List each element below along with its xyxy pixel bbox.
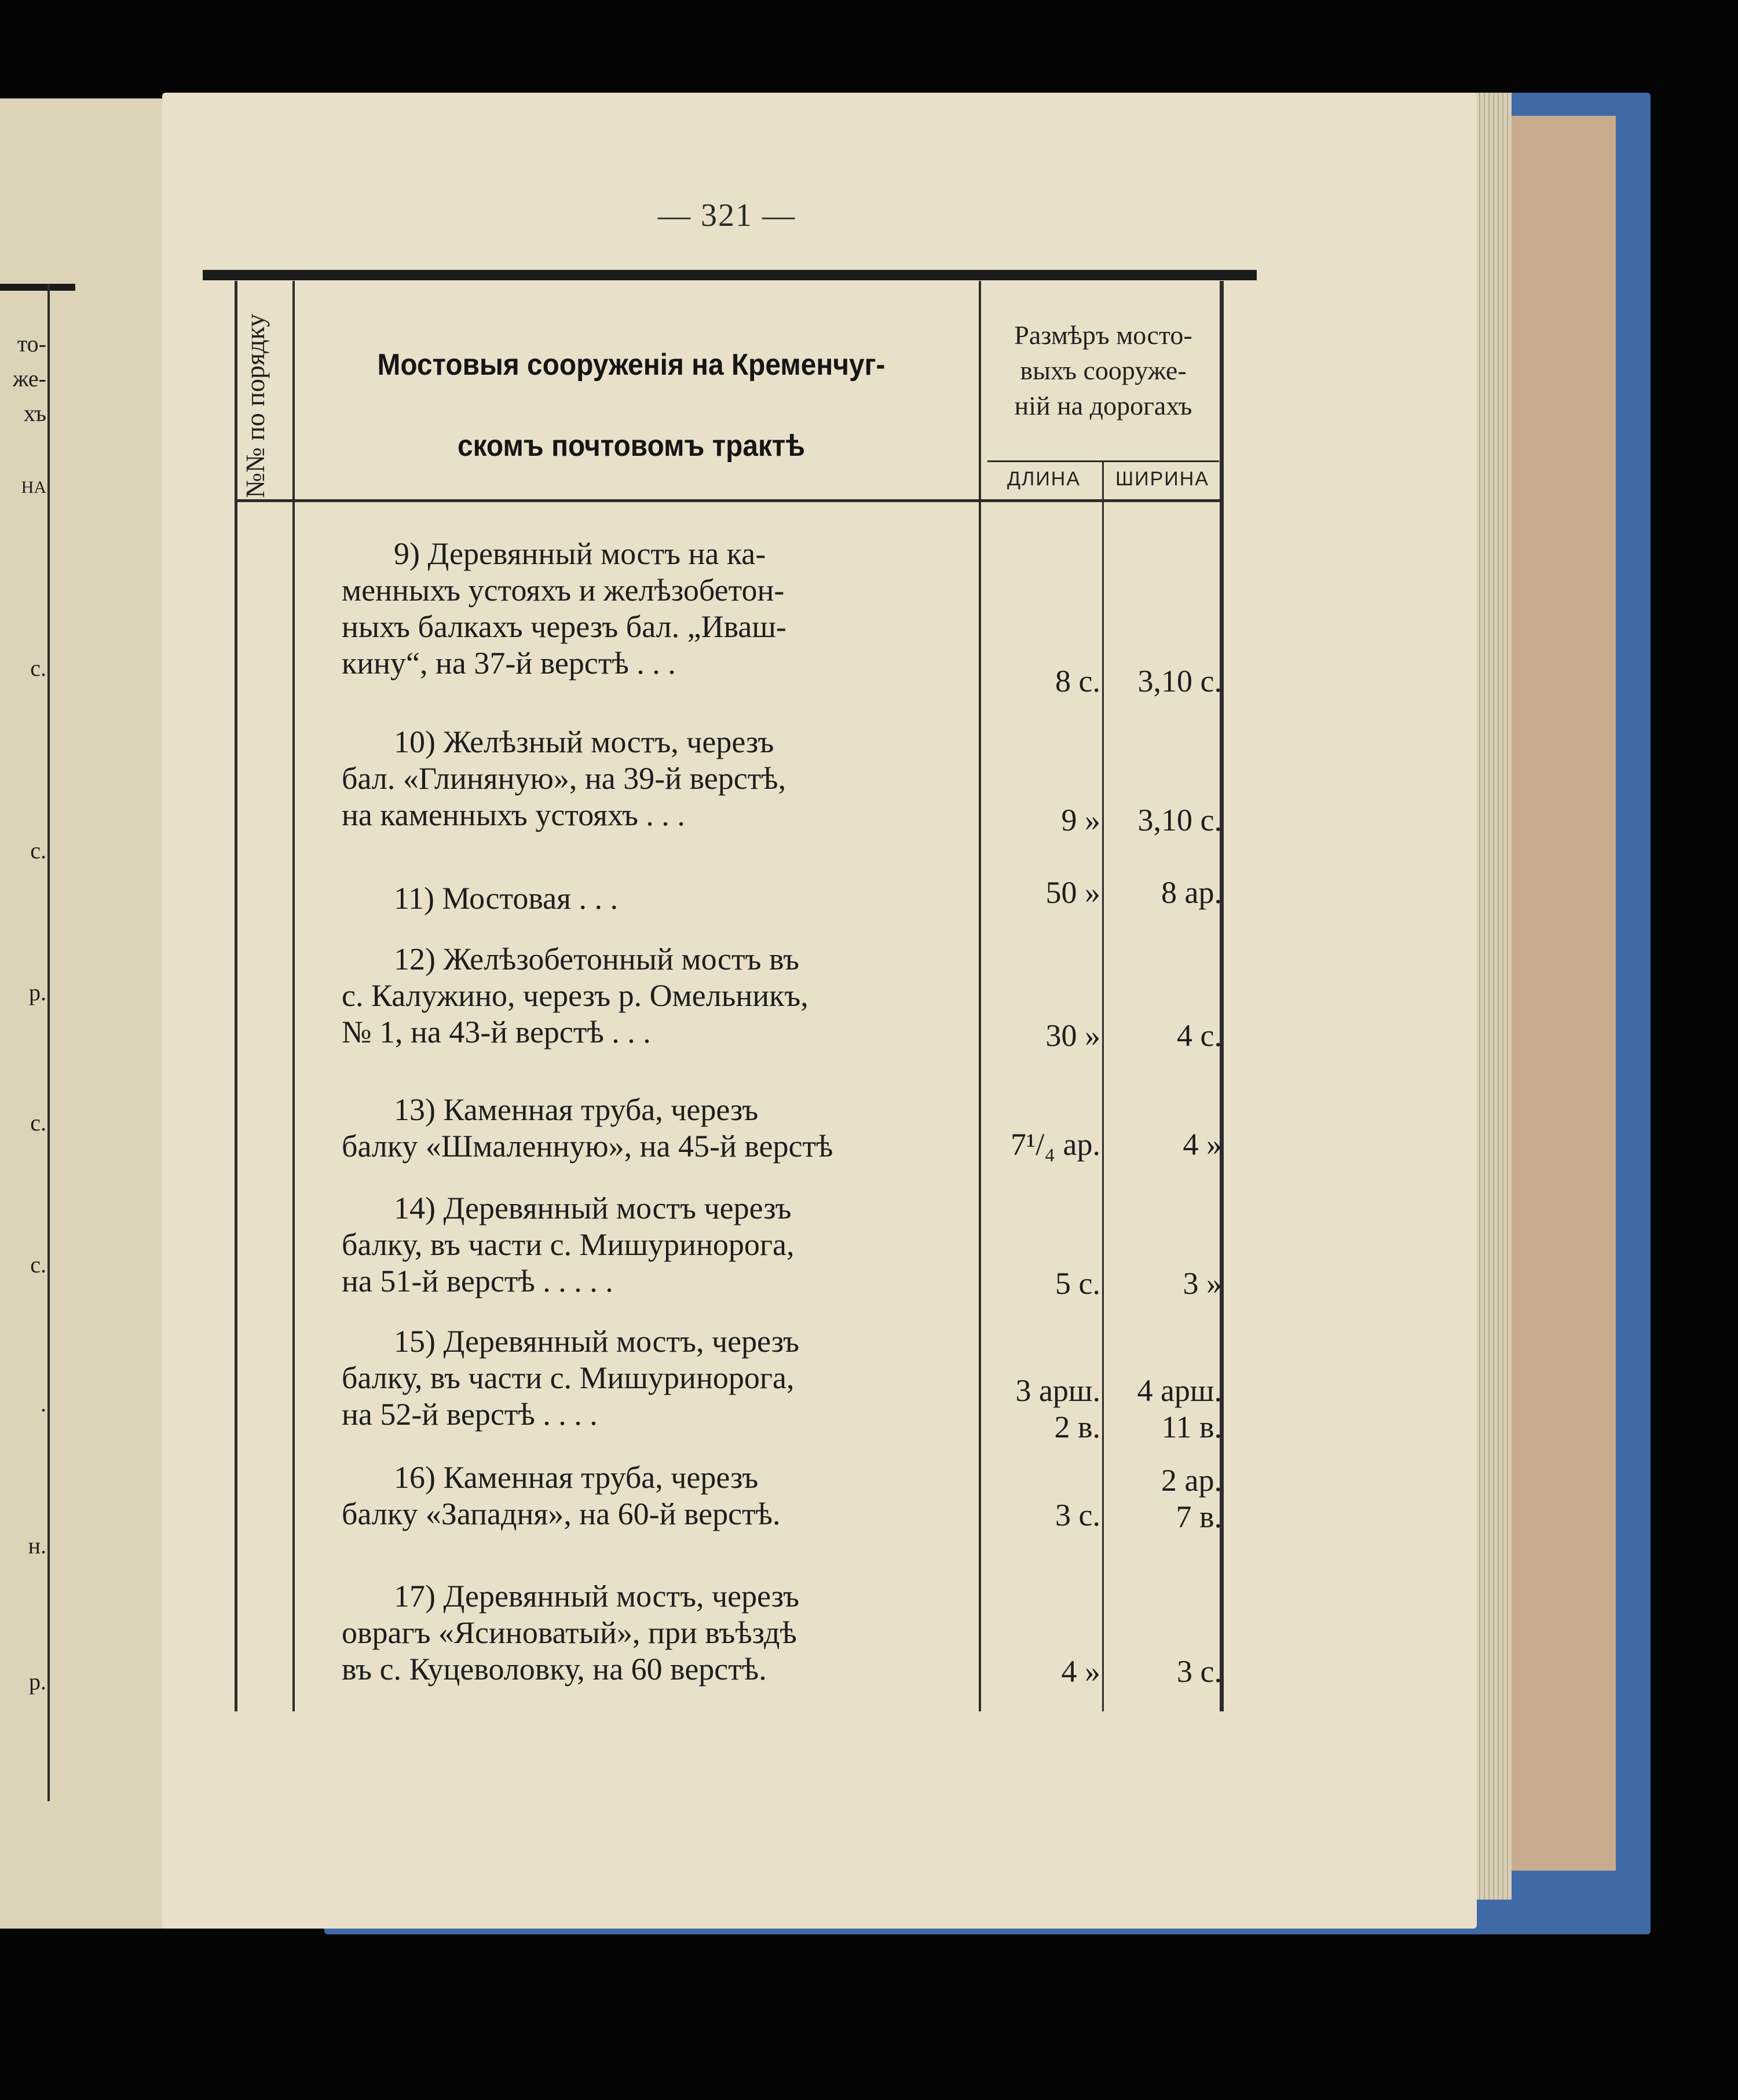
size-column-header [985, 317, 1222, 422]
table-row-description: 13) Каменная труба, черезъ балку «Шмаленную», на 45-й верстѣ [342, 1092, 833, 1164]
size-header-line: выхъ сооруже- [1020, 356, 1187, 385]
table-title-line: скомъ почтовомъ трактѣ [458, 429, 805, 463]
length-header: ДЛИНА [1007, 468, 1081, 490]
facing-page-rule [0, 284, 75, 291]
facing-page [0, 98, 174, 1929]
facing-page-fragment: р. [29, 1669, 46, 1695]
table-row-description: 16) Каменная труба, черезъ балку «Западня», на 60-й верстѣ. [342, 1460, 781, 1531]
row-width-value: 2 ар. 7 в. [1161, 1463, 1222, 1534]
page-edges [1471, 93, 1512, 1900]
size-header-line: Размѣръ мосто- [1014, 320, 1192, 350]
table-title [328, 324, 935, 475]
size-header-line: ній на дорогахъ [1014, 391, 1192, 420]
row-length-value: 4 » [1061, 1654, 1100, 1689]
facing-page-fragment: НА [21, 478, 46, 497]
table-row-description: 9) Деревянный мостъ на ка- менныхъ устояхъ и желѣзобетон- ныхъ балкахъ черезъ бал. „Иваш- кину“, на 37-й верстѣ . . . [342, 536, 786, 681]
row-width-value: 3,10 с. [1137, 803, 1222, 837]
row-width-value: 3 с. [1177, 1654, 1222, 1689]
facing-page-fragment: же- [12, 365, 46, 392]
facing-page-column-line [47, 284, 50, 1801]
number-column-line [292, 281, 295, 1711]
row-length-value: 50 » [1045, 875, 1100, 910]
table-row-description: 11) Мостовая . . . [394, 881, 618, 916]
facing-page-fragment: хъ [23, 400, 46, 426]
row-length-value: 3 с. [1055, 1498, 1100, 1532]
row-width-value: 4 арш. 11 в. [1137, 1373, 1222, 1444]
description-column-line [979, 281, 981, 1711]
row-length-value: 30 » [1045, 1018, 1100, 1053]
row-width-value: 4 с. [1177, 1018, 1222, 1053]
row-length-value: 3 арш. 2 в. [1015, 1373, 1100, 1444]
table-title-line: Мостовыя сооруженія на Кременчуг- [377, 348, 886, 382]
table-row-description: 14) Деревянный мостъ черезъ балку, въ части с. Мишуринорога, на 51-й верстѣ . . . . . [342, 1191, 795, 1298]
facing-page-fragment: н. [28, 1532, 46, 1558]
facing-page-fragment: . [41, 1391, 46, 1417]
facing-page-fragment: р. [29, 979, 46, 1005]
table-row-description: 17) Деревянный мостъ, черезъ оврагъ «Ясиноватый», при въѣздѣ въ с. Куцеволовку, на 60 верстѣ. [342, 1579, 800, 1686]
column-number-label: №№ по порядку [240, 313, 270, 498]
header-bottom-rule [235, 499, 1223, 502]
row-length-value: 5 с. [1055, 1266, 1100, 1301]
row-length-value: 7¹/₄ ар. [1011, 1127, 1100, 1162]
width-header: ШИРИНА [1115, 468, 1209, 490]
table-row-description: 12) Желѣзобетонный мостъ въ с. Калужино, черезъ р. Омельникъ, № 1, на 43-й верстѣ . . . [342, 942, 808, 1049]
table-row-description: 15) Деревянный мостъ, черезъ балку, въ части с. Мишуринорога, на 52-й верстѣ . . . . [342, 1324, 800, 1432]
page-number: — 321 — [658, 197, 796, 233]
row-width-value: 3,10 с. [1137, 664, 1222, 698]
row-width-value: 3 » [1183, 1266, 1222, 1301]
facing-page-fragment: с. [30, 1110, 46, 1136]
facing-page-fragment: то- [17, 331, 46, 357]
subheader-rule [987, 460, 1219, 462]
row-length-value: 8 с. [1055, 664, 1100, 698]
facing-page-fragment: с. [30, 837, 46, 864]
table-top-rule [203, 270, 1257, 280]
facing-page-fragment: с. [30, 1252, 46, 1278]
row-width-value: 4 » [1183, 1127, 1222, 1162]
facing-page-fragment: с. [30, 655, 46, 681]
row-width-value: 8 ар. [1161, 875, 1222, 910]
table-row-description: 10) Желѣзный мостъ, черезъ бал. «Глиняную», на 39-й верстѣ, на каменныхъ устояхъ . . . [342, 725, 786, 832]
row-length-value: 9 » [1061, 803, 1100, 837]
